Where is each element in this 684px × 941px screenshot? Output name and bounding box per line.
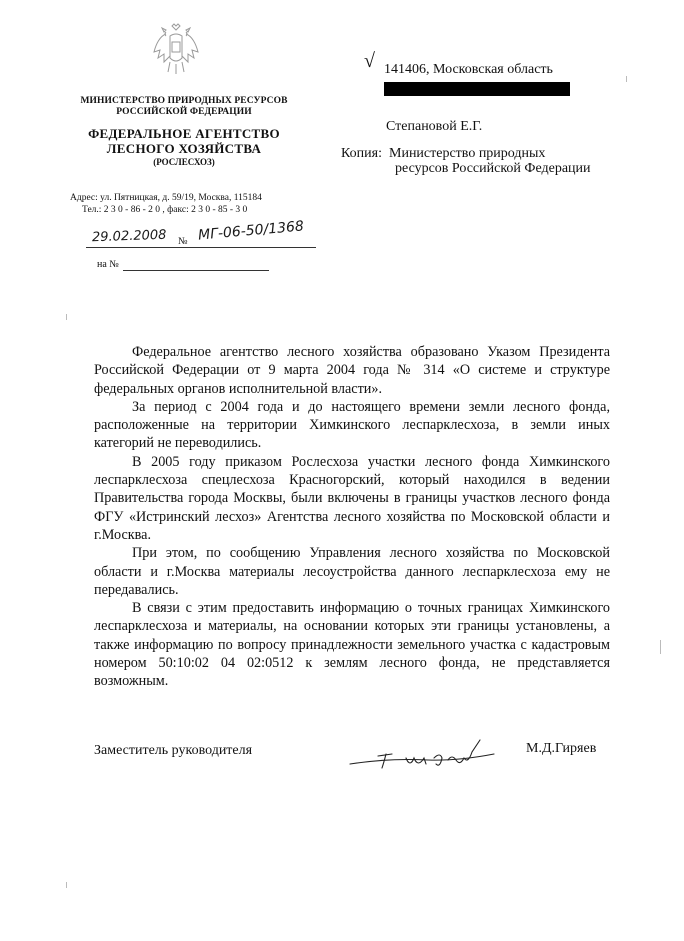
double-headed-eagle-icon [150,22,202,78]
scan-speck [66,314,67,320]
paragraph-5: В связи с этим предоставить информацию о точных границах Химкинского леспарклесхоза и материалы, на основании которых эти границы установлены, а также информацию по вопросу принадлежности земельного участка с кадастровым номером 50:10:02 04 02:0512 к землям лесного фонда, не представляется возможным. [94,600,610,690]
recipient-city-line: 141406, Московская область [384,62,553,77]
signatory-title: Заместитель руководителя [94,743,253,758]
date-number-underline [86,247,316,248]
agency-line-2: ЛЕСНОГО ХОЗЯЙСТВА [106,141,262,156]
number-label: № [178,236,188,247]
agency-abbreviation: (РОСЛЕСХОЗ) [153,157,215,167]
scan-speck [660,640,661,654]
agency-line-1: ФЕДЕРАЛЬНОЕ АГЕНТСТВО [88,126,280,141]
reply-to-label: на № [97,259,119,270]
ministry-line-1: МИНИСТЕРСТВО ПРИРОДНЫХ РЕСУРСОВ [80,96,288,106]
copy-recipient [389,146,591,176]
agency-title [60,126,308,156]
copy-label: Копия: [341,146,382,161]
letter-body [94,343,610,691]
handwritten-date: 29.02.2008 [91,227,167,246]
ministry-title [60,96,308,118]
handwritten-reference-number: МГ-06-50/1368 [197,218,305,244]
handwritten-signature [348,734,498,776]
redaction-bar [384,82,570,96]
scan-speck [626,76,627,82]
paragraph-4: При этом, по сообщению Управления лесного хозяйства по Московской области и г.Москва материалы лесоустройства данного леспарклесхоза ему не передавались. [94,545,610,598]
reply-to-underline [123,270,269,271]
scan-speck [66,882,67,888]
paragraph-2: За период с 2004 года и до настоящего времени земли лесного фонда, расположенные на территории Химкинского леспарклесхоза, в земли иных категорий не переводились. [94,398,610,452]
ministry-line-2: РОССИЙСКОЙ ФЕДЕРАЦИИ [116,107,252,117]
phone-fax-line: Тел.: 2 3 0 - 86 - 2 0 , факс: 2 3 0 - 85 - 3 0 [82,205,248,215]
signatory-name: М.Д.Гиряев [526,741,597,756]
copy-line-1: Министерство природных [389,146,546,161]
address-line: Адрес: ул. Пятницкая, д. 59/19, Москва, 115184 [70,193,262,203]
paragraph-3: В 2005 году приказом Рослесхоза участки лесного фонда Химкинского леспарклесхоза спецлесхоза Красногорский, который находился в ведении Правительства города Москвы, были включены в границы участков лесного фонда ФГУ «Истринский лесхоз» Агентства лесного хозяйства по Московской области и г.Москва. [94,453,610,543]
paragraph-1: Федеральное агентство лесного хозяйства образовано Указом Президента Российской Федерации от 9 марта 2004 года № 314 «О системе и структуре федеральных органов исполнительной власти». [94,344,610,397]
check-mark-icon: √ [364,50,375,72]
recipient-name: Степановой Е.Г. [386,119,483,134]
copy-line-2: ресурсов Российской Федерации [395,161,591,176]
agency-address [70,192,262,216]
